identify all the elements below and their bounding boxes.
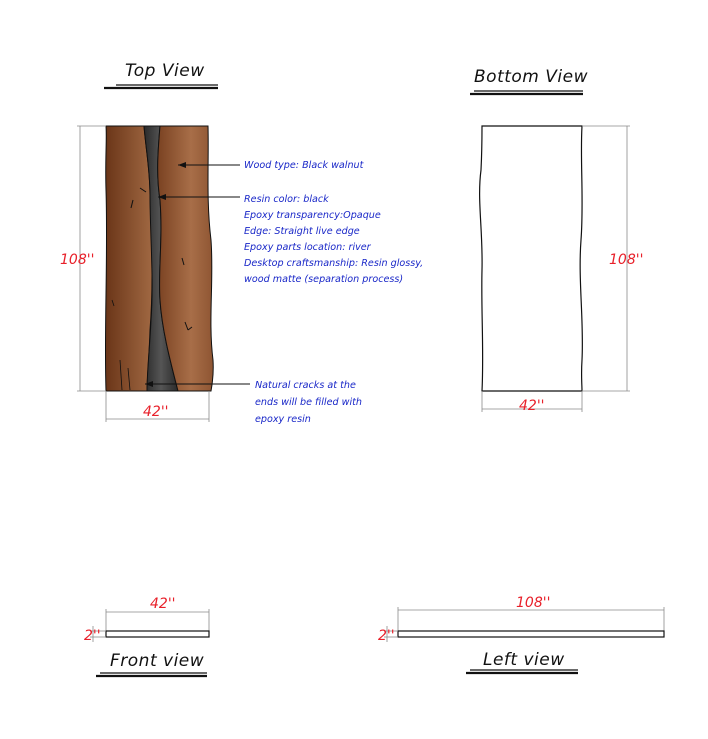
front-view-title: Front view [110, 651, 205, 671]
front-width-label: 42'' [150, 596, 176, 612]
note-resin-4: Desktop craftsmanship: Resin glossy, [244, 258, 424, 269]
front-thickness-label: 2'' [84, 628, 101, 644]
left-length-label: 108'' [516, 595, 551, 611]
note-resin-3: Epoxy parts location: river [244, 242, 371, 253]
front-view-slab [106, 631, 209, 637]
note-resin-1: Epoxy transparency:Opaque [244, 210, 381, 221]
bottom-view-slab [480, 126, 583, 391]
note-resin-0: Resin color: black [244, 194, 329, 205]
top-width-label: 42'' [143, 404, 169, 420]
bottom-width-label: 42'' [519, 398, 545, 414]
note-cracks-2: epoxy resin [255, 414, 311, 425]
bottom-view-title: Bottom View [474, 67, 588, 87]
note-cracks-0: Natural cracks at the [255, 380, 356, 391]
note-cracks-1: ends will be filled with [255, 397, 362, 408]
left-view-title: Left view [483, 650, 565, 670]
left-view-slab [398, 631, 664, 637]
note-wood-type: Wood type: Black walnut [244, 160, 364, 171]
top-height-label: 108'' [60, 252, 95, 268]
note-resin-2: Edge: Straight live edge [244, 226, 360, 237]
bottom-height-label: 108'' [609, 252, 644, 268]
note-resin-5: wood matte (separation process) [244, 274, 404, 285]
top-view-slab [105, 126, 213, 391]
top-view-title: Top View [125, 61, 205, 81]
left-thickness-label: 2'' [378, 628, 395, 644]
